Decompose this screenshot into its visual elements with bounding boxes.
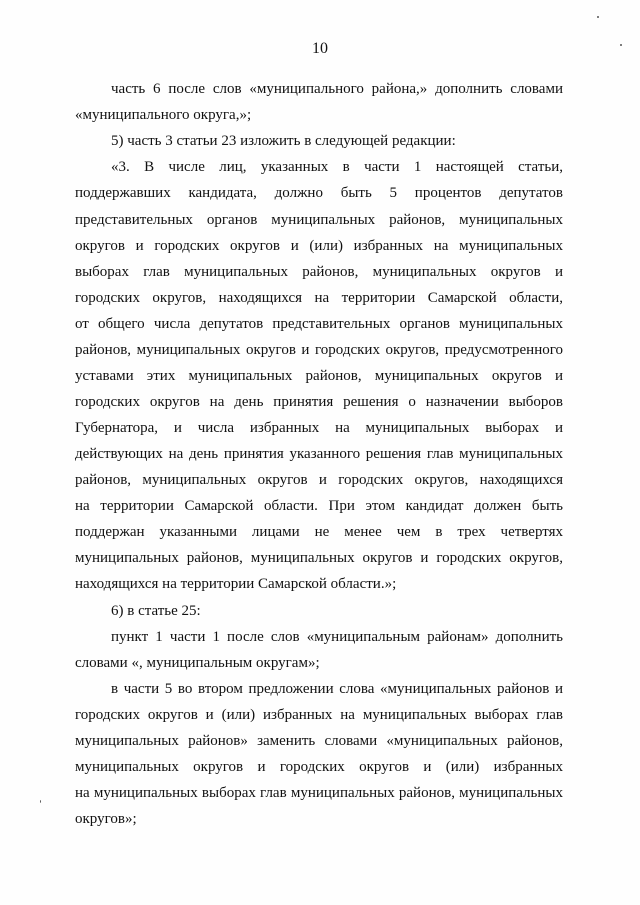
text-line: поддержан указанными лицами не менее чем в трех четвертях xyxy=(75,524,563,540)
page-number: 10 xyxy=(312,40,328,57)
text-line: уставами этих муниципальных районов, муниципальных округов и xyxy=(75,368,563,384)
text-line: на муниципальных выборах глав муниципальных районов, муниципальных xyxy=(75,785,563,801)
text-line: пункт 1 части 1 после слов «муниципальным районам» дополнить xyxy=(111,629,563,645)
text-line: районов, муниципальных округов и городских округов, находящихся xyxy=(75,472,563,488)
text-line: городских округов на день принятия решения о назначении выборов xyxy=(75,394,563,410)
text-line: действующих на день принятия указанного решения глав муниципальных xyxy=(75,446,563,462)
text-line: часть 6 после слов «муниципального района,» дополнить словами xyxy=(111,81,563,97)
text-line: Губернатора, и числа избранных на муниципальных выборах и xyxy=(75,420,563,436)
text-line: 6) в статье 25: xyxy=(111,603,201,619)
text-line: округов»; xyxy=(75,811,137,827)
text-line: выборах глав муниципальных районов, муниципальных округов и xyxy=(75,264,563,280)
text-line: городских округов и (или) избранных на муниципальных выборах глав xyxy=(75,707,563,723)
text-line: муниципальных округов и городских округов и (или) избранных xyxy=(75,759,563,775)
text-line: «3. В числе лиц, указанных в части 1 настоящей статьи, xyxy=(111,159,563,175)
scan-speck xyxy=(597,16,599,18)
scan-speck xyxy=(40,800,41,803)
text-line: находящихся на территории Самарской области.»; xyxy=(75,576,397,592)
text-line: от общего числа депутатов представительных органов муниципальных xyxy=(75,316,563,332)
text-line: городских округов, находящихся на территории Самарской области, xyxy=(75,290,563,306)
text-line: представительных органов муниципальных районов, муниципальных xyxy=(75,212,563,228)
text-line: муниципальных районов, муниципальных округов и городских округов, xyxy=(75,550,563,566)
text-line: поддержавших кандидата, должно быть 5 процентов депутатов xyxy=(75,185,563,201)
text-line: 5) часть 3 статьи 23 изложить в следующей редакции: xyxy=(111,133,456,149)
scan-speck xyxy=(620,44,622,46)
text-line: словами «, муниципальным округам»; xyxy=(75,655,320,671)
text-line: округов и городских округов и (или) избранных на муниципальных xyxy=(75,238,563,254)
text-line: в части 5 во втором предложении слова «муниципальных районов и xyxy=(111,681,563,697)
text-line: «муниципального округа,»; xyxy=(75,107,252,123)
text-line: муниципальных районов» заменить словами «муниципальных районов, xyxy=(75,733,563,749)
text-line: районов, муниципальных округов и городских округов, предусмотренного xyxy=(75,342,563,358)
text-line: на территории Самарской области. При этом кандидат должен быть xyxy=(75,498,563,514)
